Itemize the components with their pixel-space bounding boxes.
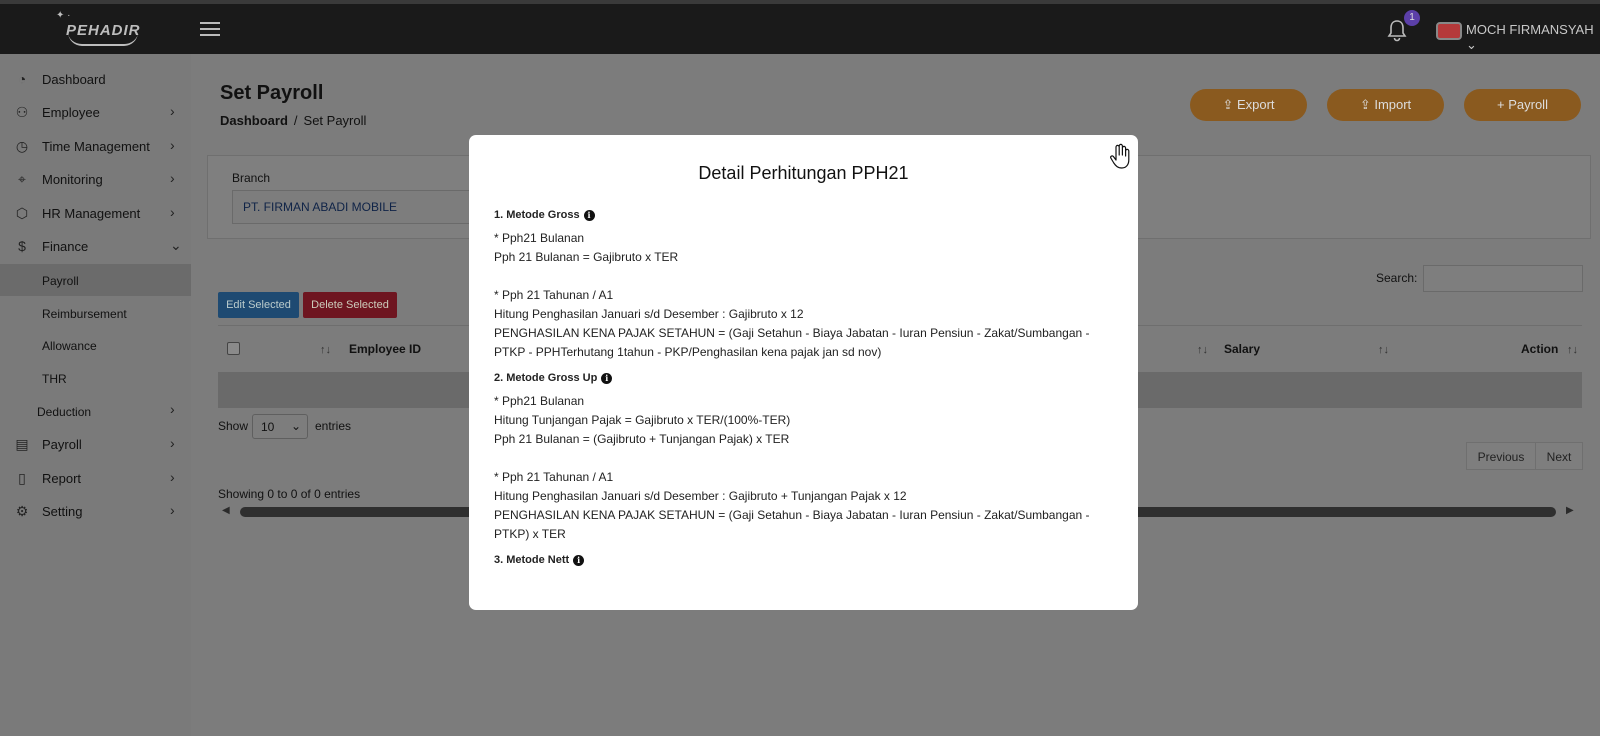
sort-icon[interactable]: ↑↓ <box>1567 344 1578 356</box>
sidebar-item-payroll[interactable] <box>0 428 191 461</box>
cube-icon: ⬡ <box>15 205 29 221</box>
sidebar-item-label: HR Management <box>42 206 141 221</box>
search-label: Search: <box>1376 271 1418 285</box>
info-icon[interactable]: i <box>584 210 595 221</box>
page-title: Set Payroll <box>220 82 324 104</box>
grossup-line: PENGHASILAN KENA PAJAK SETAHUN = (Gaji Setahun - Biaya Jabatan - Iuran Pensiun - Zakat/Sumbangan - <box>494 508 1090 522</box>
logo-swoosh <box>68 32 138 46</box>
export-button[interactable] <box>1190 89 1307 121</box>
breadcrumb-separator: / <box>293 113 298 128</box>
branch-select[interactable]: PT. FIRMAN ABADI MOBILE <box>232 190 472 224</box>
breadcrumb-dashboard[interactable]: Dashboard <box>220 113 288 128</box>
sidebar-subitem-label: Reimbursement <box>42 307 127 321</box>
grossup-line <box>494 449 1104 468</box>
map-pin-icon: ⌖ <box>18 171 26 187</box>
section-heading-text: 2. Metode Gross Up <box>494 372 598 384</box>
previous-page-button[interactable]: Previous <box>1466 442 1536 470</box>
sidebar-item-time-management[interactable] <box>0 130 191 163</box>
sidebar-subitem-thr[interactable] <box>0 362 191 394</box>
chevron-right-icon: › <box>170 502 175 518</box>
branch-label: Branch <box>232 171 271 185</box>
modal-title: Detail Perhitungan PPH21 <box>698 163 909 183</box>
sidebar-subitem-label: Allowance <box>42 339 97 353</box>
import-label: Import <box>1374 97 1412 112</box>
grossup-line: Hitung Penghasilan Januari s/d Desember : Gajibruto + Tunjangan Pajak x 12 <box>494 489 907 503</box>
sidebar-item-report[interactable] <box>0 462 191 495</box>
dollar-icon: $ <box>18 238 26 254</box>
select-all-checkbox[interactable] <box>227 342 240 355</box>
chevron-down-icon: ⌄ <box>170 237 182 253</box>
upload-icon: ⇪ <box>1222 97 1237 112</box>
entries-label: entries <box>315 419 352 433</box>
pph21-detail-modal <box>469 135 1138 610</box>
breadcrumb-current: Set Payroll <box>303 113 367 128</box>
logo-stars: ✦ · <box>56 10 71 21</box>
grossup-line: Pph 21 Bulanan = (Gajibruto + Tunjangan Pajak) x TER <box>494 432 790 446</box>
chevron-down-icon: ⌄ <box>1466 37 1477 52</box>
sidebar-subitem-label: Payroll <box>42 274 79 288</box>
sort-icon[interactable]: ↑↓ <box>320 344 331 356</box>
chevron-right-icon: › <box>170 103 175 119</box>
section-gross-up-heading <box>494 372 1104 384</box>
user-menu[interactable] <box>1466 22 1600 53</box>
sidebar-item-label: Time Management <box>42 139 150 154</box>
gear-icon: ⚙ <box>15 503 29 519</box>
logo-text: PEHADIR <box>66 22 141 39</box>
entries-select[interactable] <box>252 414 308 439</box>
info-icon[interactable]: i <box>573 555 584 566</box>
sort-icon[interactable]: ↑↓ <box>1197 344 1208 356</box>
sidebar-item-label: Dashboard <box>42 72 106 87</box>
sidebar-subitem-reimbursement[interactable] <box>0 297 191 329</box>
sidebar-item-monitoring[interactable] <box>0 163 191 196</box>
sidebar-item-label: Employee <box>42 105 100 120</box>
sidebar-item-employee[interactable] <box>0 96 191 129</box>
chevron-right-icon: › <box>170 401 175 417</box>
chevron-right-icon: › <box>170 170 175 186</box>
column-employee-id[interactable]: Employee ID <box>349 342 422 356</box>
sidebar-item-setting[interactable] <box>0 495 191 528</box>
edit-selected-button[interactable]: Edit Selected <box>218 292 299 318</box>
gross-line <box>494 267 1104 286</box>
gross-line: * Pph21 Bulanan <box>494 231 585 245</box>
search-input[interactable] <box>1423 265 1583 292</box>
sidebar-item-label: Report <box>42 471 82 486</box>
chevron-right-icon: › <box>170 137 175 153</box>
chevron-right-icon: › <box>170 435 175 451</box>
table-info: Showing 0 to 0 of 0 entries <box>218 487 361 501</box>
sidebar-subitem-deduction[interactable] <box>0 395 191 427</box>
avatar[interactable] <box>1436 22 1462 40</box>
menu-toggle-icon[interactable] <box>200 22 220 36</box>
sidebar-subitem-label: THR <box>42 372 67 386</box>
export-label: Export <box>1236 97 1275 112</box>
section-heading-text: 3. Metode Nett <box>494 554 570 566</box>
upload-icon: ⇪ <box>1359 97 1375 112</box>
entries-value: 10 <box>261 420 275 434</box>
chevron-right-icon: › <box>170 204 175 220</box>
book-icon: ▤ <box>15 436 29 452</box>
column-salary[interactable]: Salary <box>1224 342 1261 356</box>
gross-line: Hitung Penghasilan Januari s/d Desember : Gajibruto x 12 <box>494 307 804 321</box>
import-button[interactable] <box>1327 89 1444 121</box>
sidebar-item-dashboard[interactable] <box>0 63 191 96</box>
grossup-line: * Pph 21 Tahunan / A1 <box>494 470 614 484</box>
add-payroll-button[interactable] <box>1464 89 1581 121</box>
section-heading-text: 1. Metode Gross <box>494 209 580 221</box>
grossup-line: PTKP) x TER <box>494 527 566 541</box>
gross-line: * Pph 21 Tahunan / A1 <box>494 288 614 302</box>
sidebar-item-hr-management[interactable] <box>0 197 191 230</box>
next-page-button[interactable]: Next <box>1535 442 1583 470</box>
sidebar-subitem-payroll[interactable] <box>0 264 191 296</box>
sidebar-item-finance[interactable] <box>0 230 191 263</box>
gauge-icon: ◔ <box>17 71 27 87</box>
scroll-left-icon[interactable]: ◀ <box>222 505 230 516</box>
section-gross-heading <box>494 209 1104 221</box>
show-label: Show <box>218 419 249 433</box>
modal-body <box>494 209 1104 574</box>
chevron-down-icon: ⌄ <box>290 419 301 433</box>
clock-icon: ◷ <box>15 138 29 154</box>
notification-badge: 1 <box>1404 10 1420 26</box>
sidebar-subitem-allowance[interactable] <box>0 329 191 361</box>
pehadir-logo[interactable] <box>56 10 146 50</box>
grossup-line: Hitung Tunjangan Pajak = Gajibruto x TER/(100%-TER) <box>494 413 791 427</box>
chevron-right-icon: › <box>170 469 175 485</box>
gross-line: PTKP - PPHTerhutang 1tahun - PKP/Penghasilan kena pajak jan sd nov) <box>494 345 882 359</box>
grossup-line: * Pph21 Bulanan <box>494 394 585 408</box>
column-action[interactable]: Action <box>1521 342 1559 356</box>
sidebar-item-label: Monitoring <box>42 172 103 187</box>
gross-line: Pph 21 Bulanan = Gajibruto x TER <box>494 250 679 264</box>
sidebar-item-label: Finance <box>42 239 89 254</box>
user-name: MOCH FIRMANSYAH <box>1466 22 1594 37</box>
top-navbar <box>0 0 1600 54</box>
delete-selected-button[interactable]: Delete Selected <box>303 292 397 318</box>
sidebar-subitem-label: Deduction <box>37 405 92 419</box>
sidebar-item-label: Payroll <box>42 437 82 452</box>
users-icon: ⚇ <box>15 104 29 120</box>
breadcrumb <box>220 113 366 128</box>
file-icon: ▯ <box>18 470 26 486</box>
section-nett-heading <box>494 554 1104 566</box>
add-payroll-label: + Payroll <box>1497 97 1548 112</box>
scroll-right-icon[interactable]: ▶ <box>1566 505 1574 516</box>
gross-line: PENGHASILAN KENA PAJAK SETAHUN = (Gaji Setahun - Biaya Jabatan - Iuran Pensiun - Zakat/Sumbangan - <box>494 326 1090 340</box>
sidebar-item-label: Setting <box>42 504 83 519</box>
info-icon[interactable]: i <box>601 373 612 384</box>
sort-icon[interactable]: ↑↓ <box>1378 344 1389 356</box>
